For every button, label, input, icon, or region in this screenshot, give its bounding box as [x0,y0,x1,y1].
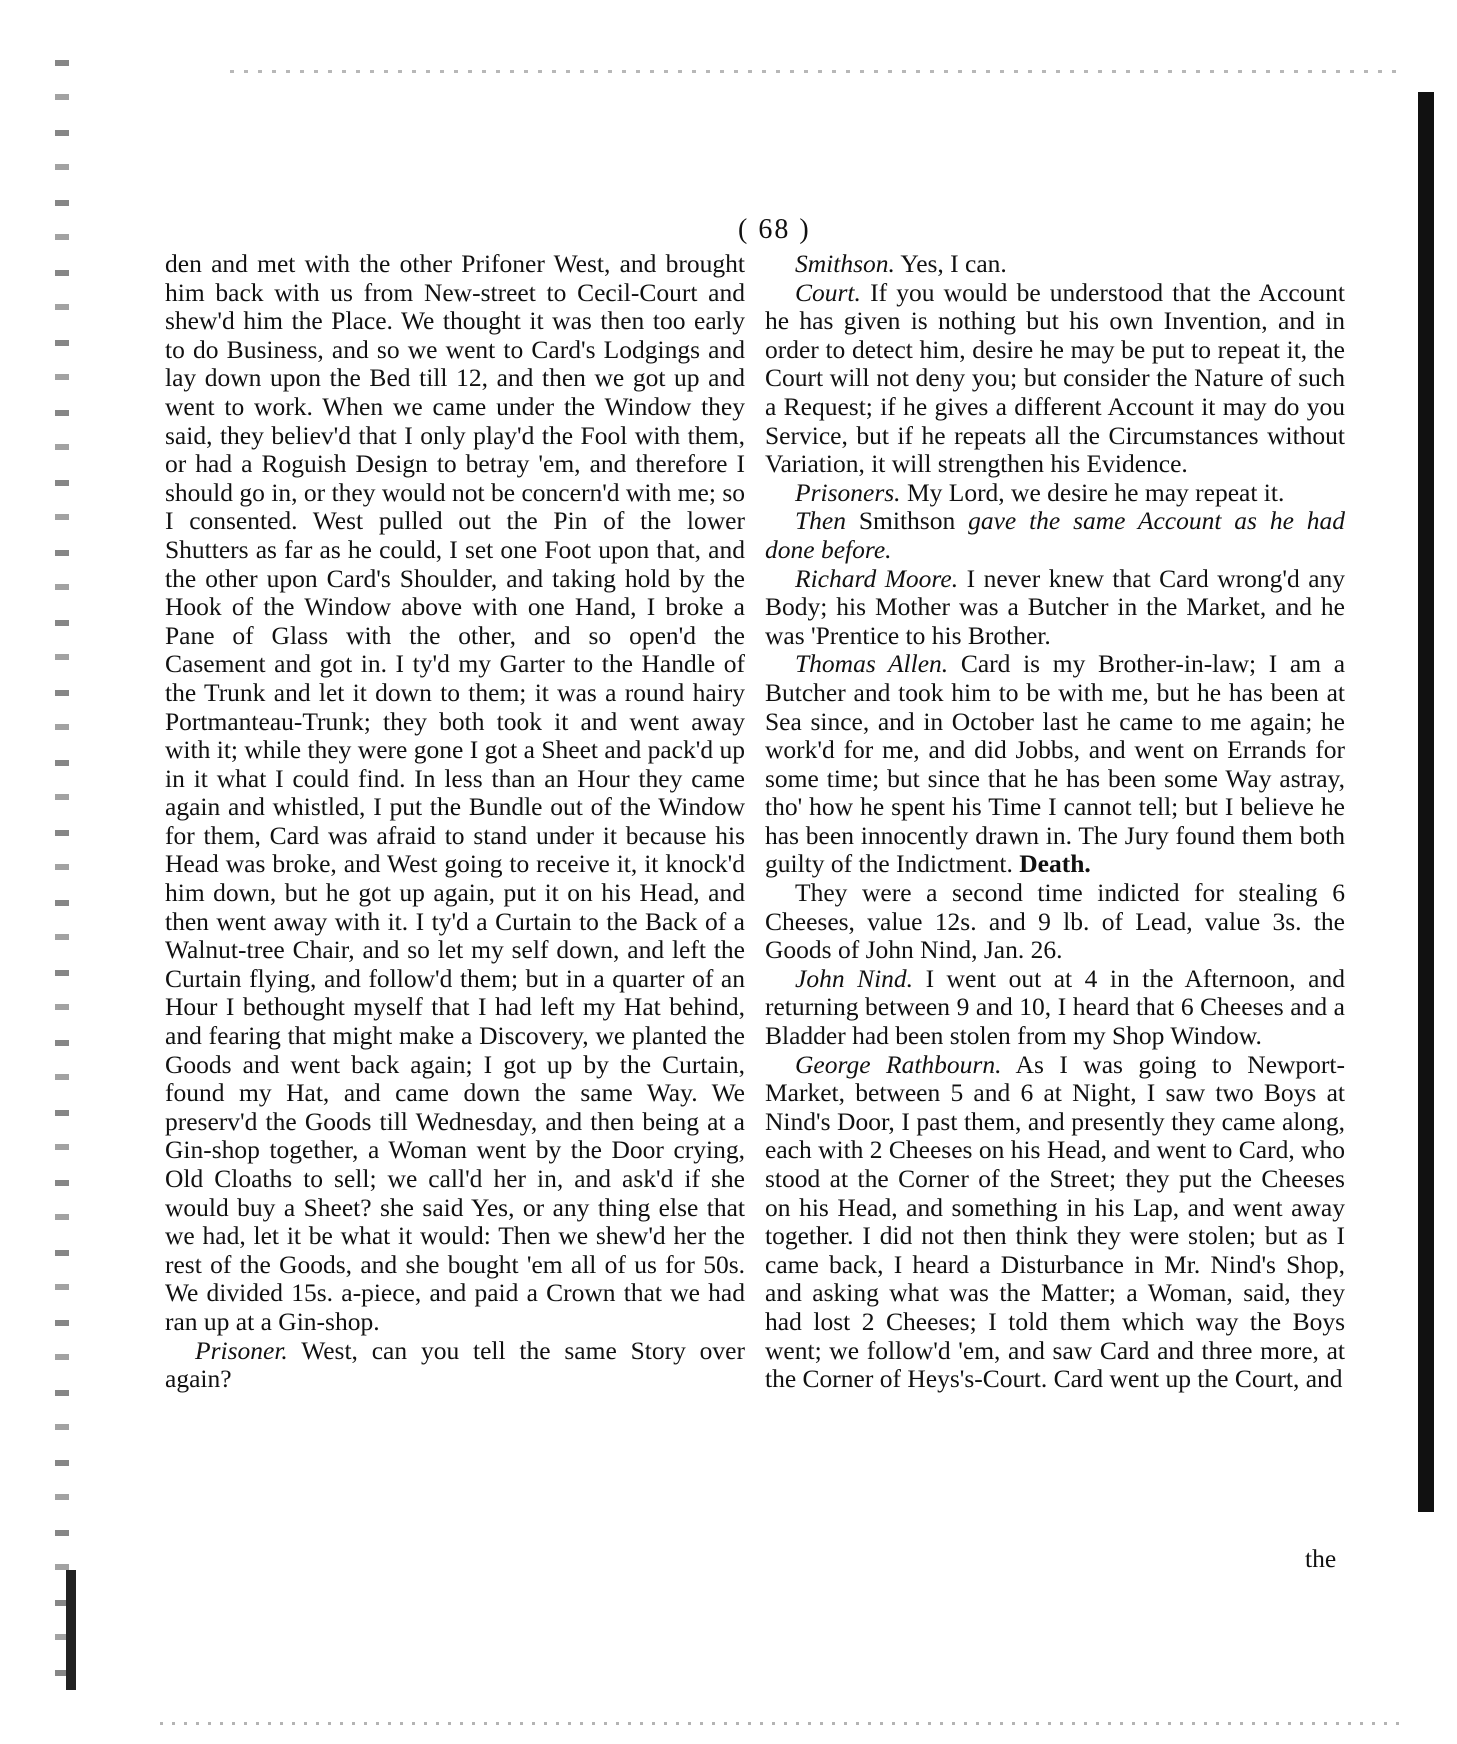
prisoners-request [765,479,1345,508]
moore-testimony [765,565,1345,651]
rathbourn-text: As I was going to Newport-Market, between 5 and 6 at Night, I saw two Boys at Nind's Door, I past them, and presently they came along, each with 2 Cheeses on his Head, and went to Card, who stood at the Corner of the Street; they put the Cheeses on his Head, and something in his Lap, and went away together. I did not then think they were stolen; but as I came back, I heard a Disturbance in Mr. Nind's Shop, and asking what was the Matter; a Woman, said, they had lost 2 Cheeses; I told them which way the Boys went; we follow'd 'em, and saw Card and three more, at the Corner of Heys's-Court. Card went up the Court, and [765,1049,1345,1394]
speaker-prisoners: Prisoners. [795,477,901,507]
scan-edge-top [230,70,1400,73]
repeat-note-name: Smithson [858,506,956,536]
scan-edge-bottom [160,1722,1400,1725]
allen-text: Card is my Brother-in-law; I am a Butcher and took him to be with me, but he has been at Sea since, and in October last he came to me again; he work'd for me, and did Jobbs, and went on Errands for some time; but since that he has been some Way astray, tho' how he spent his Time I cannot tell; but I believe he has been innocently drawn in. The Jury found them both guilty of the Indictment. [765,649,1346,879]
verdict: Death. [1019,849,1091,879]
court-statement [765,279,1345,479]
speaker-moore: Richard Moore. [795,563,959,593]
scan-edge-left [55,60,69,1680]
smithson-text: Yes, I can. [900,249,1007,278]
court-text: If you would be understood that the Account he has given is nothing but his own Invention, and in order to detect him, desire he may be put to repeat it, the Court will not deny you; but consider the Nature of such a Request; if he gives a different Account it may do you Service, but if he repeats all the Circumstances without Variation, it will strengthen his Evidence. [765,277,1345,479]
prisoner-question [165,1337,745,1394]
speaker-smithson: Smithson. [795,249,895,278]
catchword: the [1305,1544,1337,1573]
rathbourn-testimony [765,1051,1345,1394]
speaker-nind: John Nind. [795,963,914,993]
scan-edge-left-mark [66,1570,76,1690]
nind-testimony [765,965,1345,1051]
speaker-court: Court. [795,277,861,307]
speaker-allen: Thomas Allen. [795,649,949,679]
repeat-note-lead: Then [795,506,846,536]
speaker-prisoner: Prisoner. [195,1335,288,1365]
smithson-answer [765,250,1345,279]
second-indictment: They were a second time indicted for stealing 6 Cheeses, value 12s. and 9 lb. of Lead, value 3s. the Goods of John Nind, Jan. 26. [765,878,1345,965]
nind-text: I went out at 4 in the Afternoon, and returning between 9 and 10, I heard that 6 Cheeses and a Bladder had been stolen from my Shop Window. [765,963,1345,1051]
prisoners-text: My Lord, we desire he may repeat it. [906,477,1285,507]
allen-testimony [765,650,1345,879]
speaker-rathbourn: George Rathbourn. [795,1049,1002,1079]
right-column [765,250,1345,1394]
repeat-note-text: gave the same Account as he had done before. [765,506,1346,564]
scan-edge-right [1418,92,1434,1512]
prisoner-text: West, can you tell the same Story over again? [165,1335,745,1394]
page-number: ( 68 ) [738,214,811,245]
moore-text: I never knew that Card wrong'd any Body; his Mother was a Butcher in the Market, and he was 'Prentice to his Brother. [765,563,1346,650]
left-paragraph-1: den and met with the other Prifoner West, and brought him back with us from New-street to Cecil-Court and shew'd him the Place. We thought it was then too early to do Business, and so we went to Card's Lodgings and lay down upon the Bed till 12, and then we got up and went to work. When we came under the Window they said, they believ'd that I only play'd the Fool with them, or had a Roguish Design to betray 'em, and therefore I should go in, or they would not be concern'd with me; so I consented. West pulled out the Pin of the lower Shutters as far as he could, I set one Foot upon that, and the other upon Card's Shoulder, and taking hold by the Hook of the Window above with one Hand, I broke a Pane of Glass with the other, and so open'd the Casement and got in. I ty'd my Garter to the Handle of the Trunk and let it down to them; it was a round hairy Portmanteau-Trunk; they both took it and went away with it; while they were gone I got a Sheet and pack'd up in it what I could find. In less than an Hour they came again and whistled, I put the Bundle out of the Window for them, Card was afraid to stand under it because his Head was broke, and West going to receive it, it knock'd him down, but he got up again, put it on his Head, and then went away with it. I ty'd a Curtain to the Back of a Walnut-tree Chair, and so let my self down, and left the Curtain flying, and follow'd them; but in a quarter of an Hour I bethought myself that I had left my Hat behind, and fearing that might make a Discovery, we planted the Goods and went back again; I got up by the Curtain, found my Hat, and came down the same Way. We preserv'd the Goods till Wednesday, and then being at a Gin-shop together, a Woman went by the Door crying, Old Cloaths to sell; we call'd her in, and ask'd if she would buy a Sheet? she said Yes, or any thing else that we had, let it be what it would: Then we shew'd her the rest of the Goods, and she bought 'em all of us for 50s. We divided 15s. a-piece, and paid a Crown that we had ran up at a Gin-shop. [165,249,745,1336]
repeat-note [765,507,1345,564]
left-column [165,250,745,1394]
